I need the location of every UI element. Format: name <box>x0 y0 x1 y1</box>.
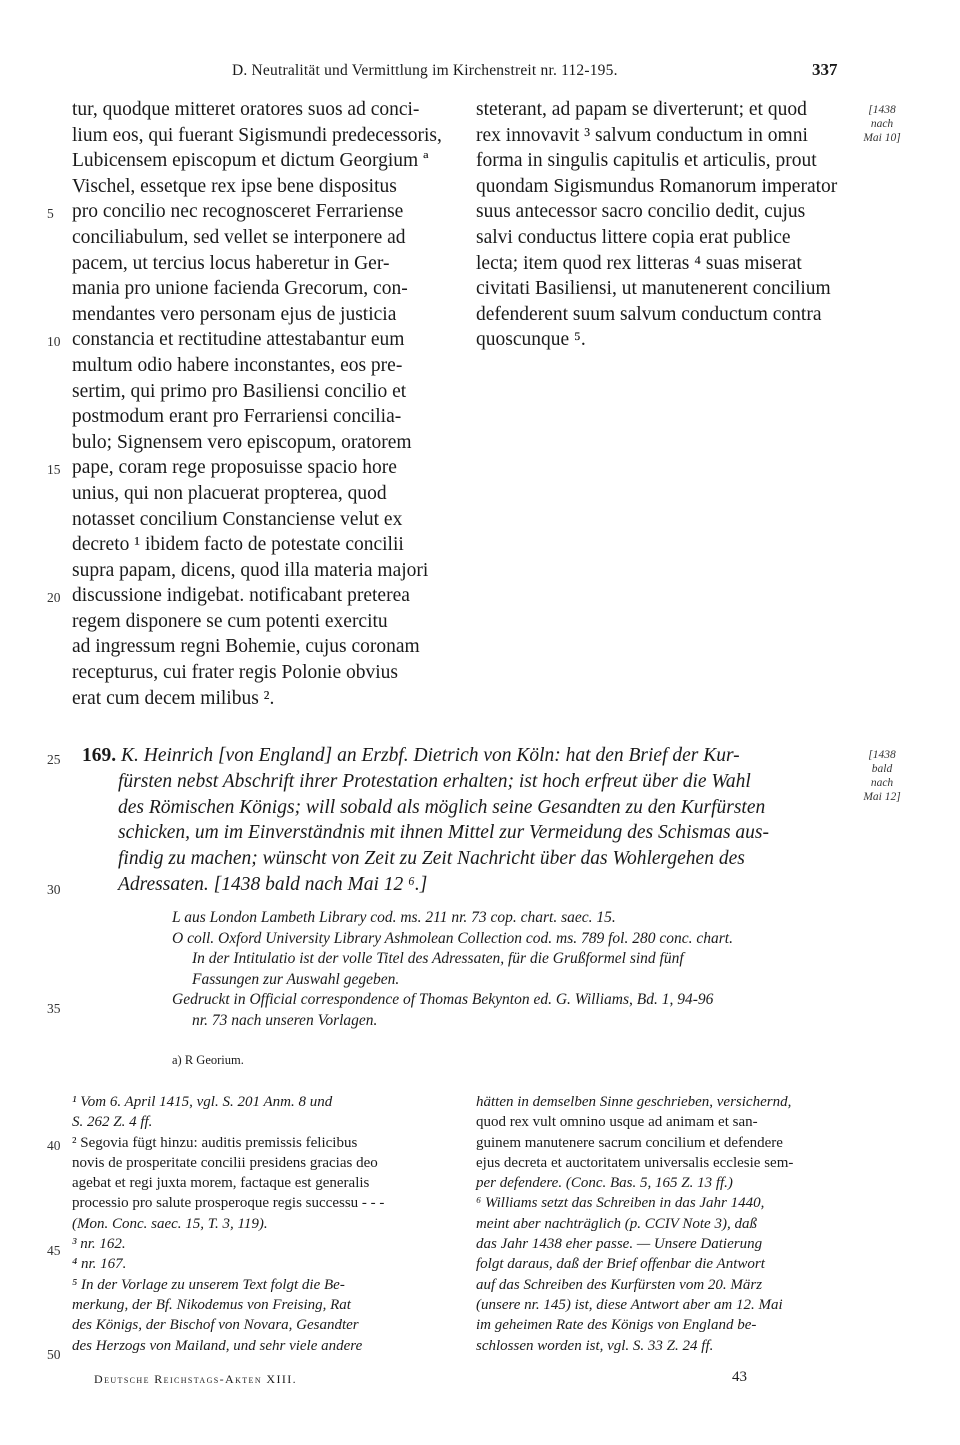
entry-line <box>82 743 862 769</box>
right-column-line: rex innovavit ³ salvum conductum in omni <box>476 124 808 146</box>
left-column-line: recepturus, cui frater regis Polonie obvius <box>72 662 398 684</box>
line-number-30: 30 <box>47 882 61 897</box>
source-line: In der Intitulatio ist der volle Titel des Adressaten, für die Grußformel sind fünf <box>192 950 684 967</box>
margin-note-line: nach <box>870 118 894 130</box>
left-column-line: regem disponere se cum potenti exercitu <box>72 610 388 632</box>
source-line: Gedruckt in Official correspondence of Thomas Bekynton ed. G. Williams, Bd. 1, 94-96 <box>172 991 714 1008</box>
left-column-line: bulo; Signensem vero episcopum, oratorem <box>72 431 412 453</box>
line-number-5: 5 <box>47 206 54 221</box>
footnote-line: des Königs, der Bischof von Novara, Gesandter <box>72 1317 359 1334</box>
margin-note-line: bald <box>871 763 893 775</box>
right-column-line: salvi conductus littere copia erat publice <box>476 226 791 248</box>
footnote-line: hätten in demselben Sinne geschrieben, versichernd, <box>476 1094 792 1110</box>
source-line: O coll. Oxford University Library Ashmolean Collection cod. ms. 789 fol. 280 conc. chart. <box>172 929 733 947</box>
footnote-line: S. 262 Z. 4 ff. <box>72 1114 153 1131</box>
footnote-line: guinem manutenere sacrum concilium et defendere <box>476 1134 783 1151</box>
footnote-line: ² Segovia fügt hinzu: auditis premissis felicibus <box>72 1134 358 1151</box>
variant-note: a) R Georium. <box>172 1053 244 1067</box>
footnote-line: ejus decreta et auctoritatem universalis ecclesie sem- <box>476 1154 794 1171</box>
margin-note-line: [1438 <box>868 749 896 761</box>
footnotes-left <box>72 1092 457 1356</box>
left-column-line: unius, qui non placuerat propterea, quod <box>72 482 387 504</box>
right-column-line: defenderent suum salvum conductum contra <box>476 303 822 325</box>
footnote-line: processio pro salute prosperoque regis successu - - - <box>72 1195 385 1212</box>
left-column-line: pacem, ut tercius locus haberetur in Ger- <box>72 252 390 274</box>
line-number-40: 40 <box>47 1138 61 1153</box>
line-number-25: 25 <box>47 752 61 767</box>
entry-number: 169. <box>82 745 117 766</box>
margin-note-line: Mai 12] <box>863 791 901 803</box>
line-number-50: 50 <box>47 1347 61 1362</box>
right-column-line: civitati Basiliensi, ut manutenerent concilium <box>476 278 831 300</box>
left-column-line: mania pro unione facienda Grecorum, con- <box>72 278 408 300</box>
footnote-line: auf das Schreiben des Kurfürsten vom 20. März <box>476 1276 763 1293</box>
entry-line: des Römischen Königs; will sobald als möglich seine Gesandten zu den Kurfürsten <box>118 796 766 818</box>
left-column-line: sertim, qui primo pro Basiliensi concilio et <box>72 380 407 402</box>
footnotes-right <box>476 1092 856 1356</box>
footnote-line: folgt daraus, daß der Brief offenbar die Antwort <box>476 1256 765 1273</box>
right-column-line: steterant, ad papam se diverterunt; et quod <box>476 99 807 120</box>
footnote-line: ⁶ Williams setzt das Schreiben in das Jahr 1440, <box>476 1195 765 1212</box>
footnote-line: das Jahr 1438 eher passe. — Unsere Datierung <box>476 1236 763 1253</box>
margin-note-line: nach <box>870 777 894 789</box>
footnote-line: (Mon. Conc. saec. 15, T. 3, 119). <box>72 1215 268 1232</box>
footnote-line: im geheimen Rate des Königs von England be- <box>476 1317 757 1334</box>
line-number-20: 20 <box>47 590 61 605</box>
footnote-line: ³ nr. 162. <box>72 1236 126 1253</box>
footnote-line: agebat et regi juxta morem, factaque est generalis <box>72 1175 370 1192</box>
line-number-15: 15 <box>47 462 61 477</box>
left-column-line: postmodum erant pro Ferrariensi concilia- <box>72 406 402 428</box>
source-line: Fassungen zur Auswahl gegeben. <box>192 970 400 988</box>
entry-line-text: K. Heinrich [von England] an Erzbf. Dietrich von Köln: hat den Brief der Kur- <box>121 745 740 766</box>
entry-line: fürsten nebst Abschrift ihrer Protestation erhalten; ist hoch erfreut über die Wahl <box>118 770 751 792</box>
left-column <box>72 97 457 711</box>
left-column-line: mendantes vero personam ejus de justicia <box>72 303 397 325</box>
left-column-line: lium eos, qui fuerant Sigismundi predecessoris, <box>72 124 442 146</box>
left-column-line: ad ingressum regni Bohemie, cujus coronam <box>72 636 420 658</box>
signature-line: Deutsche Reichstags-Akten XIII. <box>94 1372 298 1386</box>
footnote-line: ¹ Vom 6. April 1415, vgl. S. 201 Anm. 8 und <box>72 1094 333 1110</box>
right-column-line: quoscunque ⁵. <box>476 329 586 351</box>
left-column-line: conciliabulum, sed vellet se interponere ad <box>72 226 406 248</box>
left-column-line: tur, quodque mitteret oratores suos ad conci- <box>72 99 420 120</box>
left-column-line: Lubicensem episcopum et dictum Georgium ª <box>72 150 429 172</box>
document-entry <box>82 743 862 898</box>
footnote-line: per defendere. (Conc. Bas. 5, 165 Z. 13 ff.) <box>476 1175 733 1192</box>
left-column-line: notasset concilium Constanciense velut ex <box>72 508 403 530</box>
margin-date-note-2 <box>858 748 906 804</box>
footnote-line: merkung, der Bf. Nikodemus von Freising, Rat <box>72 1296 351 1313</box>
margin-note-line: Mai 10] <box>863 132 901 144</box>
source-apparatus <box>172 908 862 1031</box>
entry-line: schicken, um im Einverständnis mit ihnen Mittel zur Vermeidung des Schismas aus- <box>118 822 769 844</box>
footnote-line: novis de prosperitate concilii presidens gracias deo <box>72 1154 378 1171</box>
line-number-45: 45 <box>47 1243 61 1258</box>
margin-date-note-1 <box>858 103 906 145</box>
footnote-line: quod rex vult omnino usque ad animam et san- <box>476 1114 758 1131</box>
page-number: 337 <box>812 60 838 79</box>
left-column-line: pape, coram rege proposuisse spacio hore <box>72 457 397 479</box>
right-column <box>476 97 854 353</box>
sheet-number: 43 <box>732 1369 747 1385</box>
entry-line: Adressaten. [1438 bald nach Mai 12 ⁶.] <box>118 873 428 895</box>
left-column-line: pro concilio nec recognosceret Ferrariense <box>72 201 404 223</box>
source-line: L aus London Lambeth Library cod. ms. 211 nr. 73 cop. chart. saec. 15. <box>172 909 616 926</box>
entry-line: findig zu machen; wünscht von Zeit zu Zeit Nachricht über das Wohlergehen des <box>118 848 745 870</box>
left-column-line: constancia et rectitudine attestabantur eum <box>72 329 405 351</box>
footnote-line: schlossen worden ist, vgl. S. 33 Z. 24 ff. <box>476 1337 714 1354</box>
right-column-line: suus antecessor sacro concilio dedit, cujus <box>476 201 806 223</box>
left-column-line: Vischel, essetque rex ipse bene dispositus <box>72 175 397 197</box>
left-column-line: decreto ¹ ibidem facto de potestate concilii <box>72 534 404 556</box>
footnote-line: des Herzogs von Mailand, und sehr viele andere <box>72 1337 363 1354</box>
line-number-35: 35 <box>47 1001 61 1016</box>
running-header: D. Neutralität und Vermittlung im Kirchenstreit nr. 112-195. <box>232 62 618 79</box>
left-column-line: multum odio habere inconstantes, eos pre- <box>72 354 403 376</box>
line-number-10: 10 <box>47 334 61 349</box>
right-column-line: forma in singulis capitulis et articulis, prout <box>476 150 817 172</box>
footnote-line: ⁵ In der Vorlage zu unserem Text folgt die Be- <box>72 1276 345 1293</box>
footnote-line: ⁴ nr. 167. <box>72 1256 127 1273</box>
footnote-line: (unsere nr. 145) ist, diese Antwort aber am 12. Mai <box>476 1296 783 1313</box>
margin-note-line: [1438 <box>868 104 896 116</box>
left-column-line: discussione indigebat. notificabant preterea <box>72 585 410 607</box>
footnote-line: meint aber nachträglich (p. CCIV Note 3), daß <box>476 1215 757 1232</box>
right-column-line: lecta; item quod rex litteras ⁴ suas miserat <box>476 252 802 274</box>
left-column-line: supra papam, dicens, quod illa materia majori <box>72 559 429 581</box>
source-line: nr. 73 nach unseren Vorlagen. <box>192 1011 378 1029</box>
left-column-line: erat cum decem milibus ². <box>72 687 275 709</box>
right-column-line: quondam Sigismundus Romanorum imperator <box>476 175 838 197</box>
